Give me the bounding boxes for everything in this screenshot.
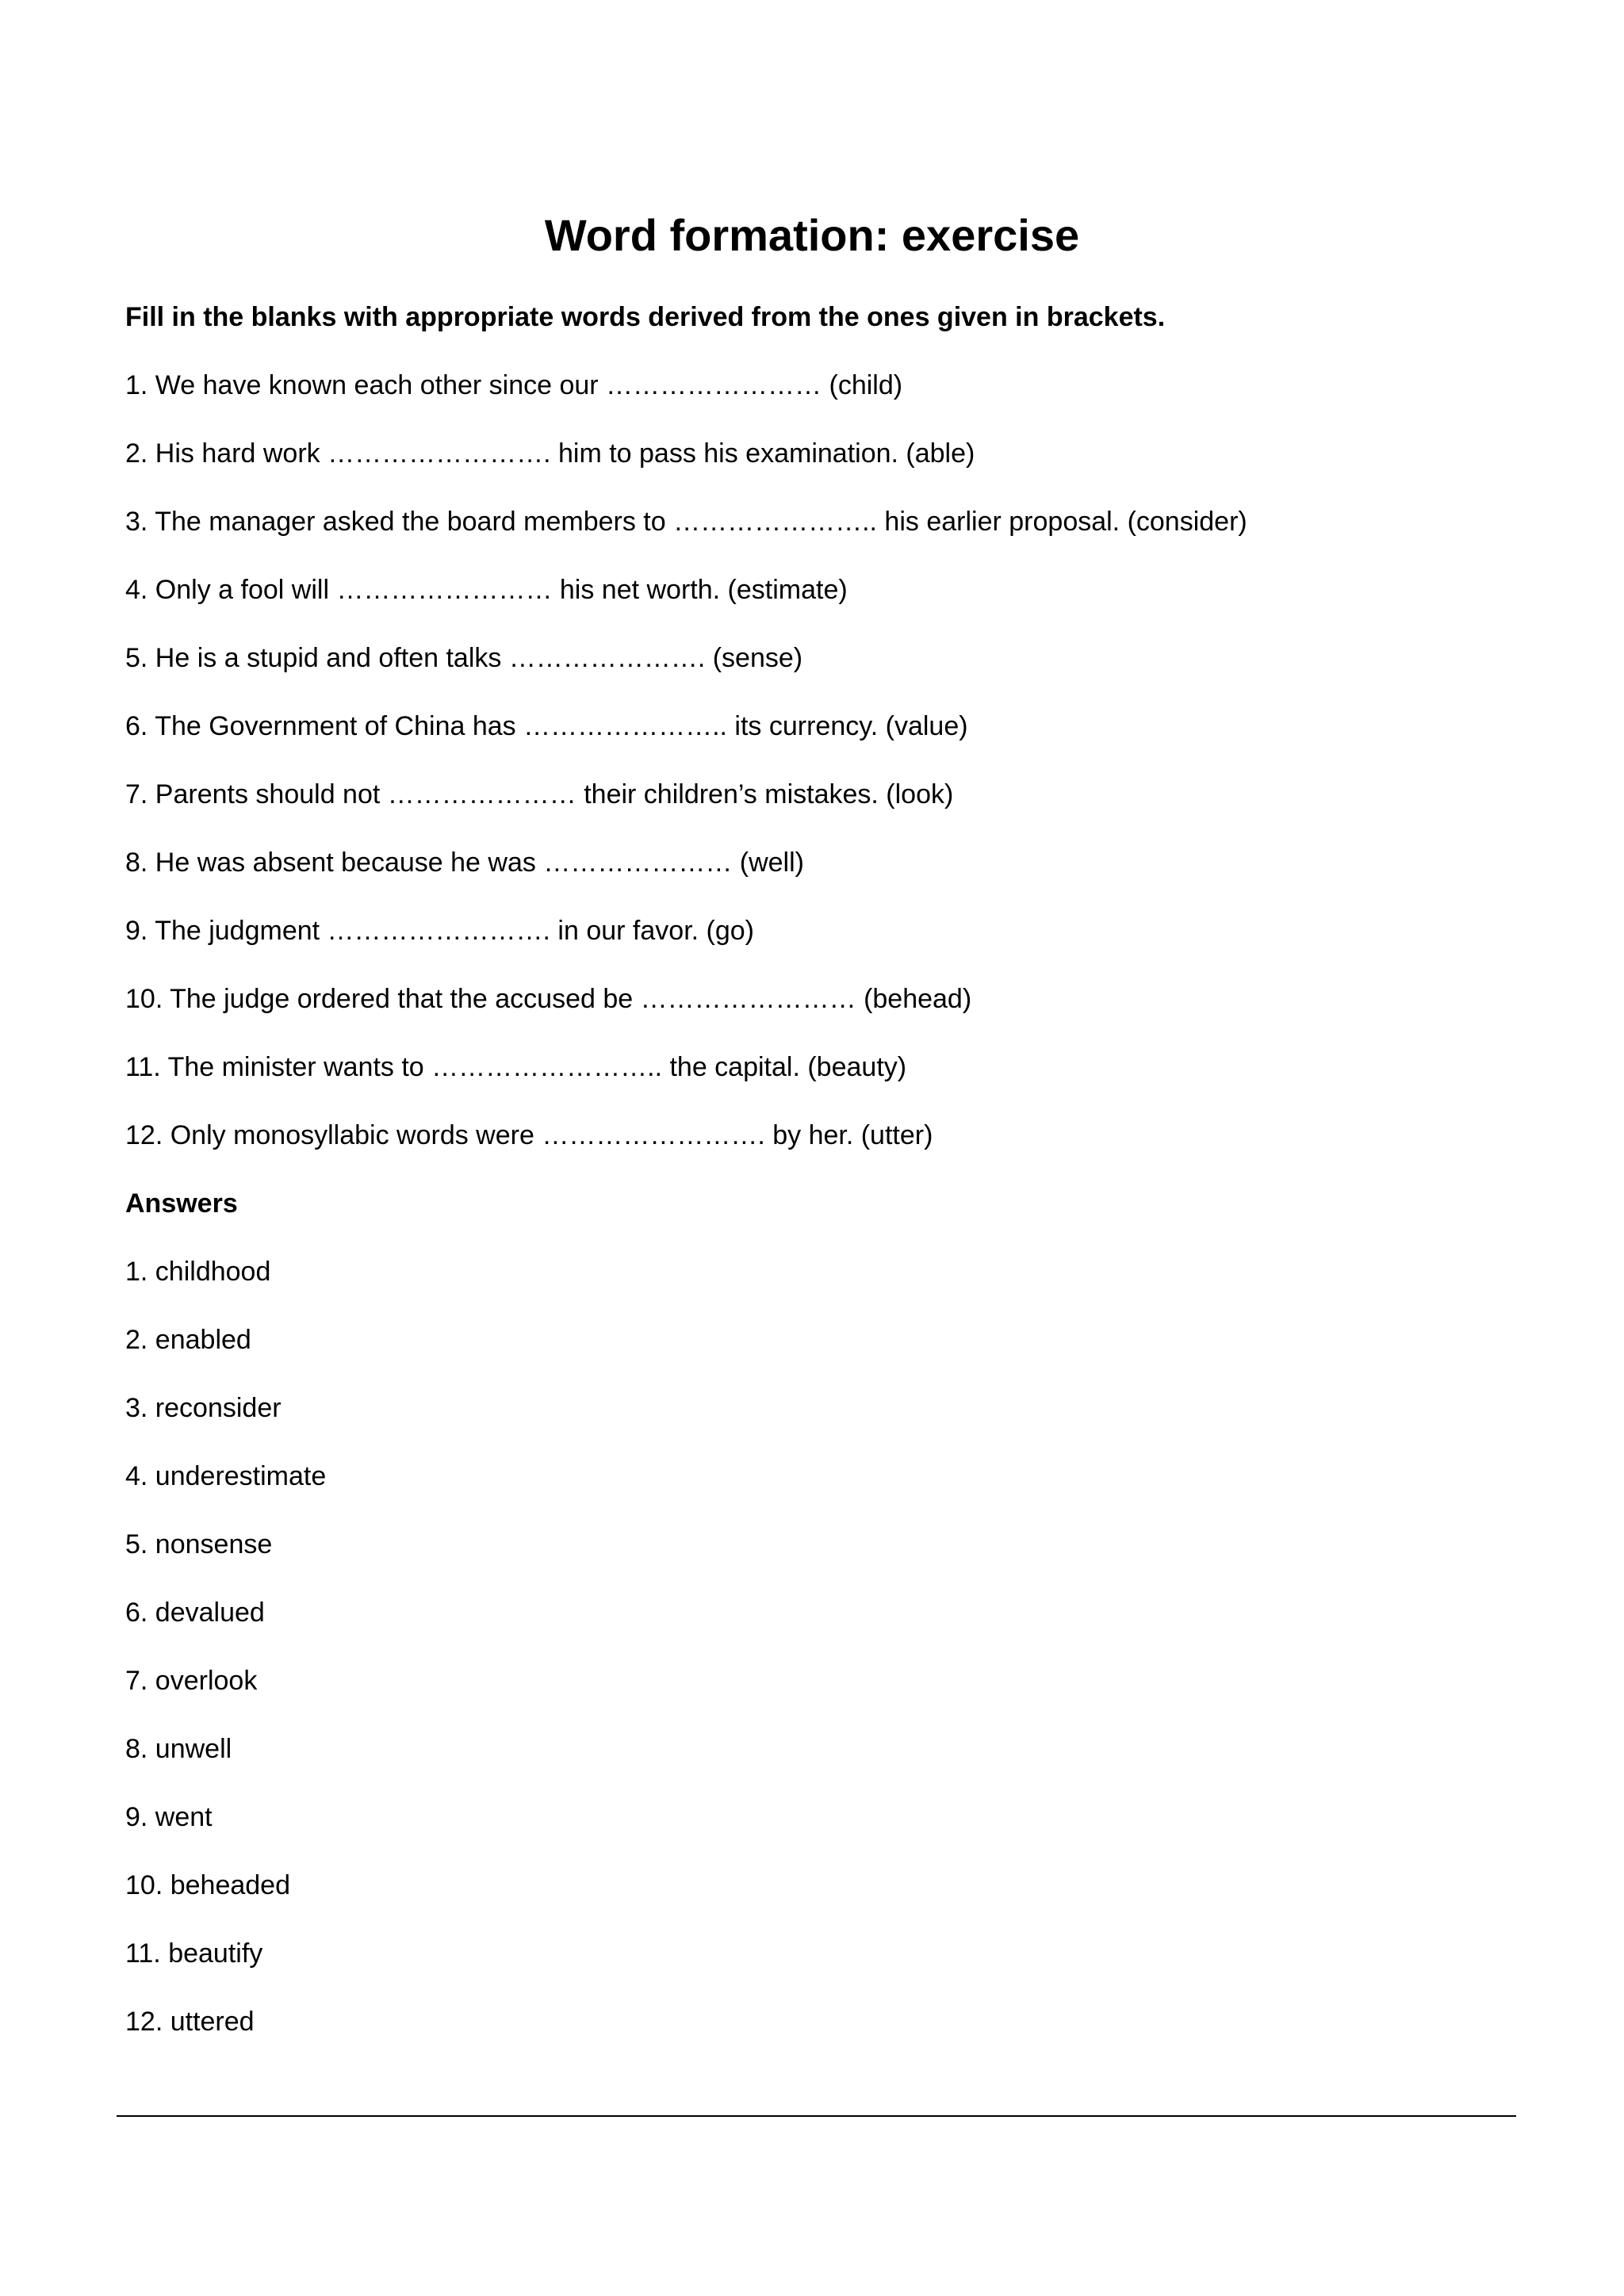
question-item: 3. The manager asked the board members to ………………….. his earlier proposal. (consider): [125, 507, 1247, 537]
answer-item: 6. devalued: [125, 1598, 265, 1628]
question-item: 9. The judgment ……………………. in our favor. (go): [125, 916, 754, 946]
answer-item: 2. enabled: [125, 1325, 251, 1355]
question-item: 8. He was absent because he was ………………… (well): [125, 848, 804, 878]
question-item: 1. We have known each other since our …………………… (child): [125, 370, 903, 400]
answer-item: 10. beheaded: [125, 1870, 290, 1900]
page-title: Word formation: exercise: [544, 210, 1080, 260]
question-item: 2. His hard work ……………………. him to pass his examination. (able): [125, 438, 975, 469]
instruction-text: Fill in the blanks with appropriate words derived from the ones given in brackets.: [125, 302, 1166, 332]
answer-item: 8. unwell: [125, 1734, 232, 1764]
answer-item: 1. childhood: [125, 1257, 271, 1287]
question-item: 4. Only a fool will …………………… his net worth. (estimate): [125, 575, 848, 605]
answer-item: 3. reconsider: [125, 1393, 282, 1423]
question-item: 11. The minister wants to …………………….. the capital. (beauty): [125, 1052, 907, 1082]
question-item: 7. Parents should not ………………… their children’s mistakes. (look): [125, 779, 954, 809]
answer-item: 5. nonsense: [125, 1529, 273, 1559]
answer-item: 9. went: [125, 1802, 213, 1832]
question-item: 12. Only monosyllabic words were ……………………. by her. (utter): [125, 1120, 933, 1150]
answers-heading: Answers: [125, 1188, 238, 1219]
question-item: 10. The judge ordered that the accused be …………………… (behead): [125, 984, 972, 1014]
answer-item: 11. beautify: [125, 1938, 263, 1969]
question-item: 5. He is a stupid and often talks …………………. (sense): [125, 643, 803, 673]
answer-item: 12. uttered: [125, 2007, 255, 2037]
question-item: 6. The Government of China has ………………….. its currency. (value): [125, 711, 968, 741]
answer-item: 7. overlook: [125, 1666, 258, 1696]
answer-item: 4. underestimate: [125, 1461, 327, 1491]
footer-divider: [117, 2115, 1516, 2117]
